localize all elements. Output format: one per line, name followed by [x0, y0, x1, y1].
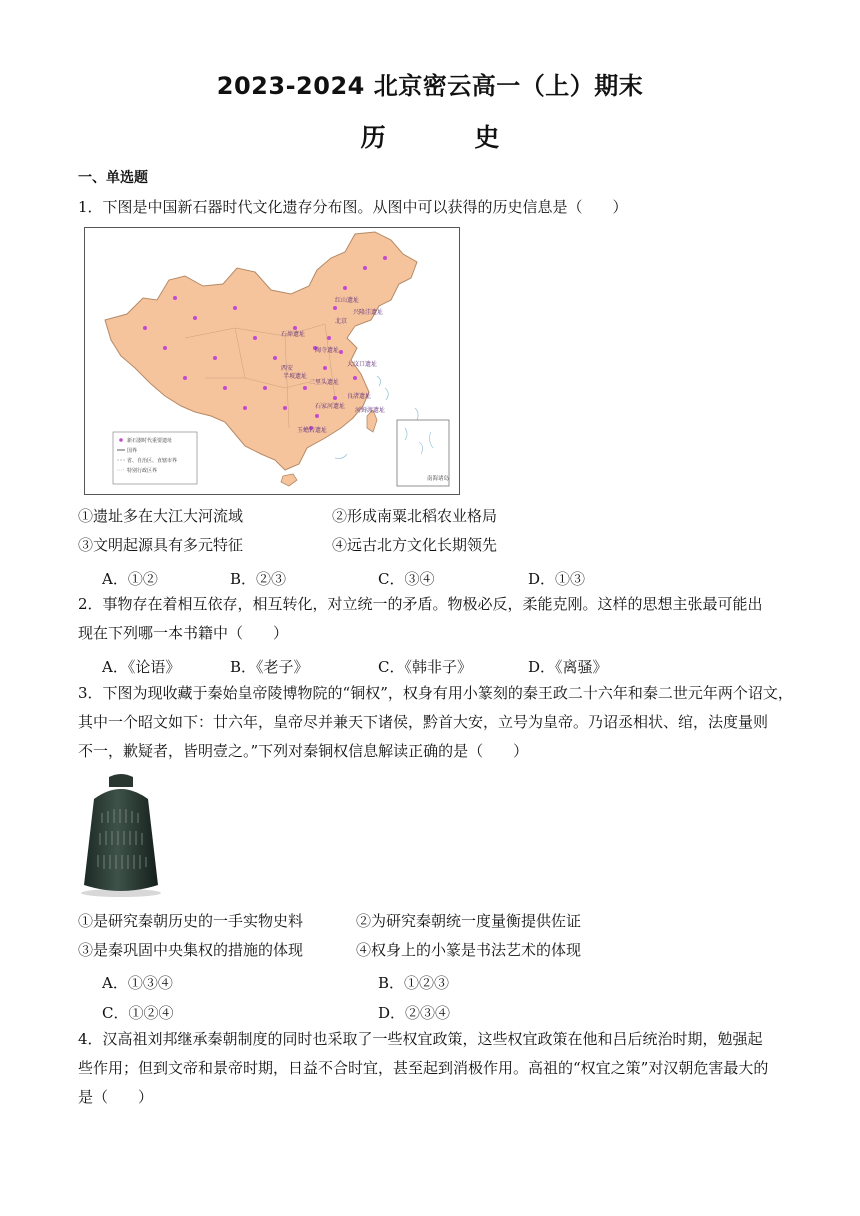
svg-text:省、自治区、直辖市界: 省、自治区、直辖市界 [127, 458, 178, 464]
question-3-stem-line-3: 不一，歉疑者，皆明壹之。”下列对秦铜权信息解读正确的是（ ） [78, 742, 529, 760]
question-4-stem-line-2: 些作用；但到文帝和景帝时期，日益不合时宜，甚至起到消极作用。高祖的“权宜之策”对汉朝危害最大的 [78, 1059, 769, 1077]
svg-text:大汶口遗址: 大汶口遗址 [347, 361, 378, 368]
q2-option-b[interactable]: B．《老子》 [230, 658, 309, 676]
question-3-stem-line-1: 3．下图为现收藏于秦始皇帝陵博物院的“铜权”，权身有用小篆刻的秦王政二十六年和秦二世元年两个诏文， [78, 684, 793, 702]
q3-statement-4: ④权身上的小篆是书法艺术的体现 [356, 941, 582, 959]
question-4-stem-line-3: 是（ ） [78, 1088, 154, 1106]
q2-option-c[interactable]: C．《韩非子》 [378, 658, 472, 676]
q3-statement-3: ③是秦巩固中央集权的措施的体现 [78, 941, 304, 959]
svg-text:石峁遗址: 石峁遗址 [281, 331, 306, 338]
svg-text:西安: 西安 [281, 365, 294, 372]
q3-option-a[interactable]: A．①③④ [102, 974, 173, 992]
svg-text:兴隆洼遗址: 兴隆洼遗址 [353, 309, 384, 316]
svg-text:良渚遗址: 良渚遗址 [347, 393, 372, 400]
q2-option-a[interactable]: A．《论语》 [102, 658, 181, 676]
q3-statement-2: ②为研究秦朝统一度量衡提供佐证 [356, 912, 582, 930]
q1-option-d[interactable]: D．①③ [528, 570, 586, 588]
svg-text:玉蟾岩遗址: 玉蟾岩遗址 [297, 427, 328, 434]
q1-option-b[interactable]: B．②③ [230, 570, 287, 588]
q2-option-d[interactable]: D．《离骚》 [528, 658, 608, 676]
q1-statement-4: ④远古北方文化长期领先 [332, 536, 498, 554]
question-2-stem-line-2: 现在下列哪一本书籍中（ ） [78, 624, 289, 642]
q3-option-c[interactable]: C．①②④ [102, 1004, 174, 1022]
q3-option-d[interactable]: D．②③④ [378, 1004, 451, 1022]
q1-option-a[interactable]: A．①② [102, 570, 158, 588]
neolithic-sites-map [84, 227, 460, 495]
subject-title: 历 史 [360, 123, 540, 152]
svg-text:红山遗址: 红山遗址 [335, 297, 360, 304]
q1-option-c[interactable]: C．③④ [378, 570, 435, 588]
svg-text:国界: 国界 [127, 448, 138, 454]
q1-statement-1: ①遗址多在大江大河流域 [78, 507, 244, 525]
svg-text:新石器时代重要遗址: 新石器时代重要遗址 [127, 438, 173, 444]
q3-statement-1: ①是研究秦朝历史的一手实物史料 [78, 912, 304, 930]
svg-text:特别行政区界: 特别行政区界 [127, 468, 158, 474]
svg-text:河姆渡遗址: 河姆渡遗址 [355, 407, 386, 414]
question-3-stem-line-2: 其中一个昭文如下：廿六年，皇帝尽并兼天下诸侯，黔首大安，立号为皇帝。乃诏丞相状、绾，法度量则 [78, 713, 769, 731]
question-1-stem: 1．下图是中国新石器时代文化遗存分布图。从图中可以获得的历史信息是（ ） [78, 198, 628, 216]
svg-text:半坡遗址: 半坡遗址 [283, 373, 308, 380]
page-title: 2023-2024 北京密云高一（上）期末 [216, 72, 644, 100]
section-heading: 一、单选题 [78, 170, 148, 186]
svg-text:石家河遗址: 石家河遗址 [315, 403, 346, 410]
svg-text:陶寺遗址: 陶寺遗址 [315, 347, 340, 354]
svg-text:二里头遗址: 二里头遗址 [309, 379, 340, 386]
svg-text:南海诸岛: 南海诸岛 [427, 476, 450, 482]
q3-option-b[interactable]: B．①②③ [378, 974, 450, 992]
q1-statement-3: ③文明起源具有多元特征 [78, 536, 244, 554]
question-4-stem-line-1: 4．汉高祖刘邦继承秦朝制度的同时也采取了一些权宜政策，这些权宜政策在他和吕后统治时期，勉强起 [78, 1030, 763, 1048]
bronze-weight-photo [76, 773, 166, 898]
question-2-stem-line-1: 2．事物存在着相互依存，相互转化，对立统一的矛盾。物极必反，柔能克刚。这样的思想主张最可能出 [78, 595, 763, 613]
q1-statement-2: ②形成南粟北稻农业格局 [332, 507, 498, 525]
svg-text:北京: 北京 [335, 318, 348, 325]
